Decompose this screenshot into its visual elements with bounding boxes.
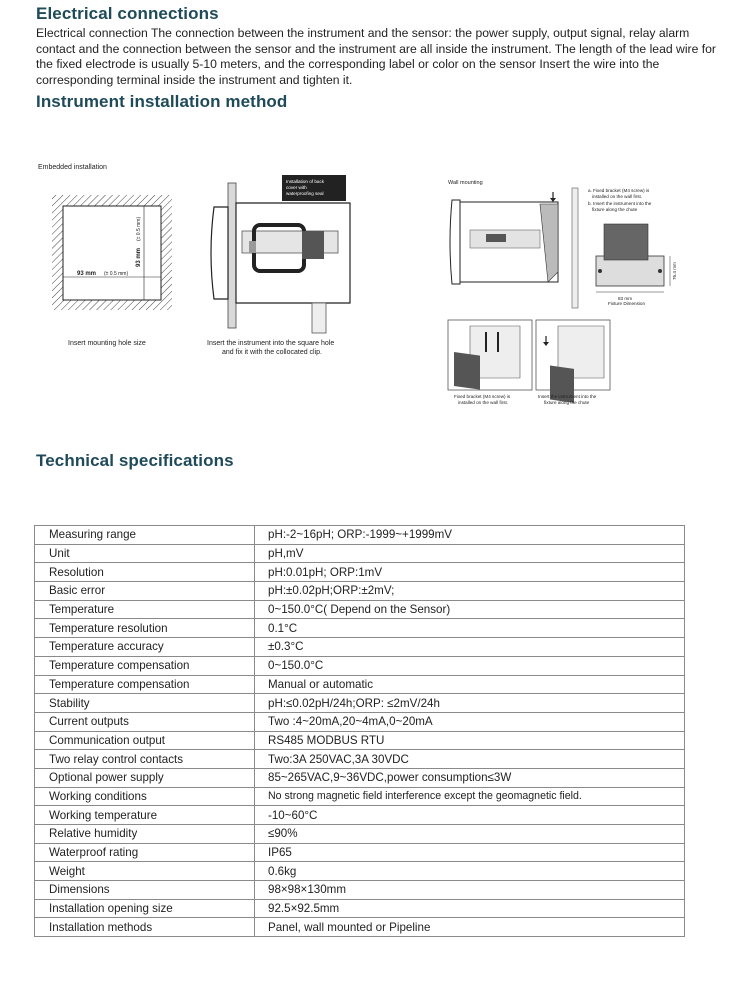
spec-label: Working temperature <box>35 806 255 825</box>
embedded-installation-diagram <box>32 155 382 365</box>
table-row <box>35 843 685 862</box>
spec-label: Temperature resolution <box>35 619 255 638</box>
electrical-connections-paragraph: Electrical connection The connection between the instrument and the sensor: the power supply, output signal, relay alarm contact and the connection between the sensor and the instrument are all inside the instrument. The length of the lead wire for the fixed electrode is usually 5-10 meters, and the corresponding label or color on the sensor Insert the wire into the corresponding terminal inside the instrument and tighten it. <box>36 26 716 87</box>
table-row <box>35 600 685 619</box>
spec-value: 92.5×92.5mm <box>255 899 685 918</box>
spec-label: Temperature compensation <box>35 675 255 694</box>
spec-label: Stability <box>35 694 255 713</box>
table-row <box>35 787 685 806</box>
spec-value: RS485 MODBUS RTU <box>255 731 685 750</box>
spec-value: 0.1°C <box>255 619 685 638</box>
step-2-caption-1: Insert the instrument into the <box>538 394 597 399</box>
spec-label: Current outputs <box>35 712 255 731</box>
clip-caption-1: Insert the instrument into the square hole <box>207 340 335 347</box>
table-row <box>35 544 685 563</box>
table-row <box>35 881 685 900</box>
wall-mounting-diagram <box>440 172 680 412</box>
spec-label: Temperature <box>35 600 255 619</box>
table-row <box>35 899 685 918</box>
step-2-caption-2: fixture along the chute <box>544 400 590 405</box>
hole-width-dimension: 93 mm <box>77 271 97 277</box>
wall-step-1-panel <box>448 320 532 390</box>
table-row <box>35 656 685 675</box>
wall-mount-side-view <box>450 188 578 308</box>
fixture-drawing <box>596 224 670 292</box>
spec-value: 0~150.0°C <box>255 656 685 675</box>
hole-height-dimension: 93 mm <box>136 247 142 267</box>
note-a-line-2: installed on the wall first. <box>592 194 643 199</box>
installation-method-heading: Instrument installation method <box>36 92 288 111</box>
spec-label: Dimensions <box>35 881 255 900</box>
spec-label: Unit <box>35 544 255 563</box>
table-row <box>35 806 685 825</box>
mounting-hole-caption: Insert mounting hole size <box>68 340 146 347</box>
wall-step-2-panel <box>536 320 610 403</box>
fixture-width-dim: 83 mm <box>618 296 633 301</box>
table-row <box>35 712 685 731</box>
spec-value: 0~150.0°C( Depend on the Sensor) <box>255 600 685 619</box>
instrument-clip-drawing <box>211 175 350 333</box>
spec-label: Installation opening size <box>35 899 255 918</box>
embedded-label: Embedded installation <box>38 164 107 171</box>
technical-specifications-heading: Technical specifications <box>36 451 234 470</box>
spec-value: IP65 <box>255 843 685 862</box>
mounting-hole-drawing <box>52 195 172 310</box>
spec-value: 98×98×130mm <box>255 881 685 900</box>
note-a-line-1: a. Fixed bracket (M4 screw) is <box>588 188 650 193</box>
spec-label: Waterproof rating <box>35 843 255 862</box>
step-1-caption-2: installed on the wall first. <box>458 400 509 405</box>
spec-label: Resolution <box>35 563 255 582</box>
spec-value: Panel, wall mounted or Pipeline <box>255 918 685 937</box>
fixture-height-dim: 76.4 mm <box>672 262 677 280</box>
spec-value: pH:0.01pH; ORP:1mV <box>255 563 685 582</box>
spec-label: Basic error <box>35 582 255 601</box>
spec-value: Manual or automatic <box>255 675 685 694</box>
table-row <box>35 582 685 601</box>
electrical-connections-heading: Electrical connections <box>36 4 219 23</box>
fixture-dimension-caption: Fixture Dimension <box>608 301 646 306</box>
spec-value: Two:3A 250VAC,3A 30VDC <box>255 750 685 769</box>
clip-caption-2: and fix it with the collocated clip. <box>222 349 322 356</box>
spec-value: No strong magnetic field interference except the geomagnetic field. <box>255 787 685 806</box>
table-row <box>35 563 685 582</box>
table-row <box>35 750 685 769</box>
spec-label: Weight <box>35 862 255 881</box>
spec-value: pH:≤0.02pH/24h;ORP: ≤2mV/24h <box>255 694 685 713</box>
step-1-caption-1: Fixed bracket (M4 screw) is <box>454 394 511 399</box>
spec-label: Temperature compensation <box>35 656 255 675</box>
hole-height-tolerance: (± 0.5 mm) <box>136 216 142 241</box>
spec-label: Relative humidity <box>35 825 255 844</box>
note-b-line-2: fixture along the chute <box>592 207 638 212</box>
wall-mounting-label: Wall mounting <box>448 180 483 186</box>
spec-label: Two relay control contacts <box>35 750 255 769</box>
table-row <box>35 825 685 844</box>
back-cover-callout-3: waterproofing seal <box>286 191 324 196</box>
spec-value: pH:±0.02pH;ORP:±2mV; <box>255 582 685 601</box>
table-row <box>35 862 685 881</box>
spec-value: pH,mV <box>255 544 685 563</box>
table-row <box>35 526 685 545</box>
spec-label: Optional power supply <box>35 768 255 787</box>
spec-value: Two :4~20mA,20~4mA,0~20mA <box>255 712 685 731</box>
spec-value: ±0.3°C <box>255 638 685 657</box>
hole-width-tolerance: (± 0.5 mm) <box>104 271 129 277</box>
note-b-line-1: b. Insert the instrument into the <box>588 201 652 206</box>
table-row <box>35 638 685 657</box>
back-cover-callout-1: Installation of back <box>286 179 325 184</box>
spec-label: Working conditions <box>35 787 255 806</box>
spec-label: Installation methods <box>35 918 255 937</box>
spec-value: pH:-2~16pH; ORP:-1999~+1999mV <box>255 526 685 545</box>
table-row <box>35 619 685 638</box>
spec-label: Temperature accuracy <box>35 638 255 657</box>
spec-table <box>34 525 685 937</box>
spec-value: 0.6kg <box>255 862 685 881</box>
table-row <box>35 675 685 694</box>
spec-label: Communication output <box>35 731 255 750</box>
spec-value: 85~265VAC,9~36VDC,power consumption≤3W <box>255 768 685 787</box>
spec-value: -10~60°C <box>255 806 685 825</box>
table-row <box>35 731 685 750</box>
table-row <box>35 694 685 713</box>
spec-label: Measuring range <box>35 526 255 545</box>
spec-value: ≤90% <box>255 825 685 844</box>
table-row <box>35 768 685 787</box>
table-row <box>35 918 685 937</box>
back-cover-callout-2: cover with <box>286 185 307 190</box>
